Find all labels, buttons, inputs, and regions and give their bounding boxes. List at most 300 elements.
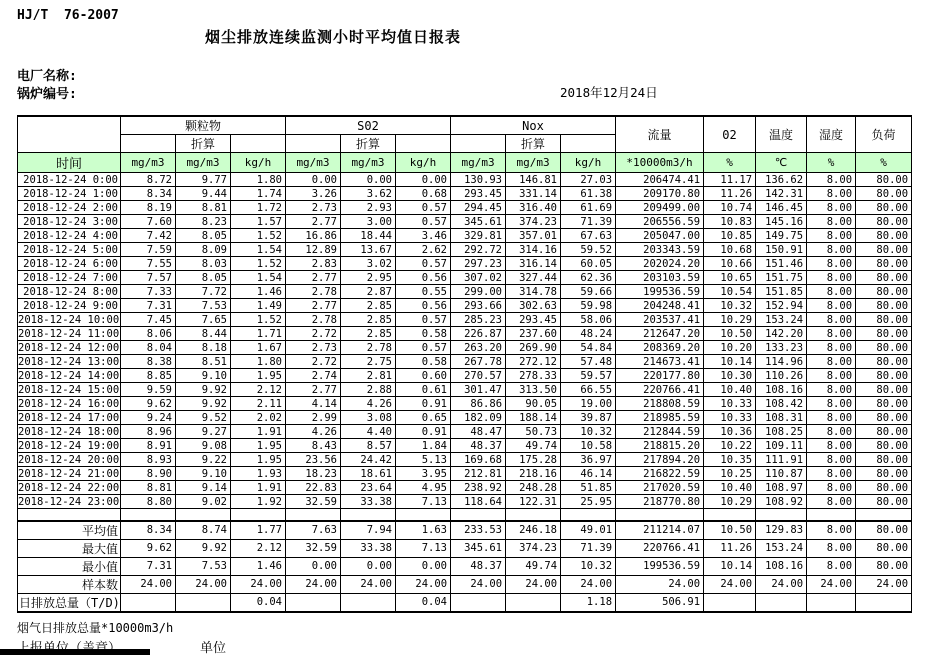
table-row (18, 215, 912, 229)
value-cell: 59.57 (561, 369, 616, 383)
value-cell: 10.20 (704, 341, 756, 355)
value-cell: 0.58 (396, 355, 451, 369)
value-cell: 203103.59 (616, 271, 704, 285)
summary-label-cell: 最小值 (18, 557, 121, 575)
table-row (18, 481, 912, 495)
value-cell: 1.95 (231, 439, 286, 453)
value-cell: 3.00 (341, 215, 396, 229)
time-cell: 2018-12-24 0:00 (18, 173, 121, 187)
value-cell: 27.03 (561, 173, 616, 187)
value-cell: 0.57 (396, 341, 451, 355)
group-so2: S02 (286, 116, 451, 135)
value-cell: 7.59 (121, 243, 176, 257)
value-cell: 8.00 (807, 369, 856, 383)
value-cell: 8.00 (807, 495, 856, 509)
value-cell: 114.96 (756, 355, 807, 369)
value-cell: 71.39 (561, 215, 616, 229)
value-cell: 80.00 (856, 411, 912, 425)
value-cell: 8.19 (121, 201, 176, 215)
value-cell: 2.72 (286, 355, 341, 369)
time-cell: 2018-12-24 16:00 (18, 397, 120, 410)
value-cell: 9.10 (176, 369, 231, 383)
value-cell: 314.16 (506, 243, 561, 257)
summary-value-cell: 246.18 (506, 521, 561, 540)
summary-row (18, 575, 912, 593)
value-cell: 293.45 (506, 313, 561, 327)
value-cell: 8.00 (807, 299, 856, 313)
blank-cell (286, 135, 341, 153)
time-cell: 2018-12-24 2:00 (18, 201, 121, 215)
value-cell: 151.75 (756, 271, 807, 285)
value-cell: 133.23 (756, 341, 807, 355)
value-cell: 8.93 (121, 453, 176, 467)
value-cell: 8.18 (176, 341, 231, 355)
value-cell: 80.00 (856, 215, 912, 229)
value-cell: 10.32 (704, 299, 756, 313)
value-cell: 3.62 (341, 187, 396, 201)
value-cell: 80.00 (856, 439, 912, 453)
value-cell: 307.02 (451, 271, 506, 285)
table-row (18, 257, 912, 271)
value-cell: 8.81 (121, 481, 176, 495)
value-cell: 269.90 (506, 341, 561, 355)
value-cell: 4.26 (341, 397, 396, 411)
value-cell: 2.85 (341, 313, 396, 327)
value-cell: 80.00 (856, 327, 912, 341)
value-cell: 1.92 (231, 495, 286, 509)
summary-value-cell: 24.00 (506, 575, 561, 593)
value-cell: 199536.59 (616, 285, 704, 299)
group-header-row (18, 116, 912, 135)
value-cell: 278.33 (506, 369, 561, 383)
value-cell: 9.52 (176, 411, 231, 425)
value-cell: 2.85 (341, 299, 396, 313)
value-cell: 206474.41 (616, 173, 704, 187)
value-cell: 66.55 (561, 383, 616, 397)
value-cell: 8.00 (807, 285, 856, 299)
table-row (18, 425, 912, 439)
value-cell: 3.02 (341, 257, 396, 271)
summary-value-cell: 80.00 (856, 539, 912, 557)
spacer-cell (18, 509, 121, 521)
unit-header: mg/m3 (506, 153, 561, 173)
table-row (18, 495, 912, 509)
value-cell: 301.47 (451, 383, 506, 397)
value-cell: 8.81 (176, 201, 231, 215)
summary-value-cell: 80.00 (856, 557, 912, 575)
value-cell: 10.68 (704, 243, 756, 257)
table-row (18, 313, 912, 327)
table-row (18, 285, 912, 299)
summary-value-cell: 0.00 (396, 557, 451, 575)
value-cell: 2.77 (286, 215, 341, 229)
value-cell: 188.14 (506, 411, 561, 425)
table-row (18, 467, 912, 481)
value-cell: 8.03 (176, 257, 231, 271)
value-cell: 327.44 (506, 271, 561, 285)
spacer-cell (231, 509, 286, 521)
value-cell: 80.00 (856, 187, 912, 201)
value-cell: 48.47 (451, 425, 506, 439)
unit-header-row (18, 153, 912, 173)
value-cell: 49.74 (506, 439, 561, 453)
value-cell: 8.00 (807, 467, 856, 481)
value-cell: 316.40 (506, 201, 561, 215)
summary-value-cell: 33.38 (341, 539, 396, 557)
converted-label: 折算 (341, 135, 396, 153)
value-cell: 32.59 (286, 495, 341, 509)
value-cell: 8.00 (807, 201, 856, 215)
table-header (18, 116, 912, 173)
flue-gas-total-note: 烟气日排放总量*10000m3/h (17, 621, 174, 635)
boiler-number-label: 锅炉编号: (17, 87, 77, 102)
value-cell: 8.80 (121, 495, 176, 509)
value-cell: 267.78 (451, 355, 506, 369)
value-cell: 10.83 (704, 215, 756, 229)
value-cell: 7.55 (121, 257, 176, 271)
value-cell: 204248.41 (616, 299, 704, 313)
value-cell: 33.38 (341, 495, 396, 509)
value-cell: 203537.41 (616, 313, 704, 327)
value-cell: 316.14 (506, 257, 561, 271)
value-cell: 13.67 (341, 243, 396, 257)
summary-value-cell: 24.00 (856, 575, 912, 593)
value-cell: 0.91 (396, 425, 451, 439)
value-cell: 86.86 (451, 397, 506, 411)
value-cell: 218808.59 (616, 397, 704, 411)
page-title: 烟尘排放连续监测小时平均值日报表 (205, 28, 462, 46)
value-cell: 1.91 (231, 425, 286, 439)
unit-header: kg/h (231, 153, 286, 173)
value-cell: 8.00 (807, 313, 856, 327)
value-cell: 1.54 (231, 243, 286, 257)
value-cell: 10.58 (561, 439, 616, 453)
value-cell: 150.91 (756, 243, 807, 257)
summary-value-cell: 48.37 (451, 557, 506, 575)
unit-header: kg/h (561, 153, 616, 173)
unit-header: mg/m3 (341, 153, 396, 173)
time-cell: 2018-12-24 9:00 (18, 299, 121, 313)
value-cell: 7.13 (396, 495, 451, 509)
value-cell: 8.00 (807, 229, 856, 243)
value-cell: 212.81 (451, 467, 506, 481)
value-cell: 108.31 (756, 411, 807, 425)
value-cell: 1.46 (231, 285, 286, 299)
unit-header: ℃ (756, 153, 807, 173)
col-o2: 02 (704, 116, 756, 153)
value-cell: 19.00 (561, 397, 616, 411)
summary-value-cell: 24.00 (704, 575, 756, 593)
value-cell: 302.63 (506, 299, 561, 313)
value-cell: 214673.41 (616, 355, 704, 369)
value-cell: 10.33 (704, 397, 756, 411)
summary-value-cell: 24.00 (286, 575, 341, 593)
time-cell: 2018-12-24 15:00 (18, 383, 120, 396)
value-cell: 292.72 (451, 243, 506, 257)
summary-value-cell (341, 593, 396, 612)
value-cell: 2.11 (231, 397, 286, 411)
value-cell: 118.64 (451, 495, 506, 509)
table-row (18, 271, 912, 285)
time-cell: 2018-12-24 14:00 (18, 369, 120, 382)
summary-value-cell: 7.94 (341, 521, 396, 540)
value-cell: 80.00 (856, 467, 912, 481)
value-cell: 9.92 (176, 383, 231, 397)
value-cell: 9.24 (121, 411, 176, 425)
value-cell: 10.40 (704, 383, 756, 397)
summary-value-cell: 1.63 (396, 521, 451, 540)
value-cell: 11.17 (704, 173, 756, 187)
value-cell: 2.78 (341, 341, 396, 355)
value-cell: 7.42 (121, 229, 176, 243)
summary-value-cell (451, 593, 506, 612)
value-cell: 226.87 (451, 327, 506, 341)
group-particulate: 颗粒物 (121, 116, 286, 135)
report-table (17, 115, 912, 613)
value-cell: 142.31 (756, 187, 807, 201)
summary-value-cell (856, 593, 912, 612)
value-cell: 3.08 (341, 411, 396, 425)
value-cell: 8.00 (807, 271, 856, 285)
time-cell: 2018-12-24 5:00 (18, 243, 121, 257)
value-cell: 10.25 (704, 467, 756, 481)
table-row (18, 173, 912, 187)
value-cell: 80.00 (856, 481, 912, 495)
value-cell: 9.62 (121, 397, 176, 411)
value-cell: 8.96 (121, 425, 176, 439)
value-cell: 1.74 (231, 187, 286, 201)
value-cell: 8.72 (121, 173, 176, 187)
value-cell: 1.67 (231, 341, 286, 355)
value-cell: 208369.20 (616, 341, 704, 355)
value-cell: 111.91 (756, 453, 807, 467)
value-cell: 270.57 (451, 369, 506, 383)
spacer-row (18, 509, 912, 521)
value-cell: 9.77 (176, 173, 231, 187)
time-cell: 2018-12-24 19:00 (18, 439, 120, 452)
summary-value-cell: 10.32 (561, 557, 616, 575)
summary-value-cell: 11.26 (704, 539, 756, 557)
blank-cell (121, 135, 176, 153)
value-cell: 122.31 (506, 495, 561, 509)
value-cell: 203343.59 (616, 243, 704, 257)
summary-value-cell: 211214.07 (616, 521, 704, 540)
value-cell: 59.66 (561, 285, 616, 299)
value-cell: 248.28 (506, 481, 561, 495)
value-cell: 109.11 (756, 439, 807, 453)
value-cell: 61.38 (561, 187, 616, 201)
value-cell: 2.72 (286, 327, 341, 341)
value-cell: 0.58 (396, 327, 451, 341)
unit-header: % (807, 153, 856, 173)
summary-label-cell: 最大值 (18, 539, 121, 557)
value-cell: 18.44 (341, 229, 396, 243)
value-cell: 2.95 (341, 271, 396, 285)
summary-label-cell: 样本数 (18, 575, 121, 593)
summary-value-cell (121, 593, 176, 612)
spacer-cell (506, 509, 561, 521)
value-cell: 2.85 (341, 327, 396, 341)
value-cell: 22.83 (286, 481, 341, 495)
summary-value-cell: 1.77 (231, 521, 286, 540)
value-cell: 297.23 (451, 257, 506, 271)
value-cell: 10.36 (704, 425, 756, 439)
value-cell: 10.65 (704, 271, 756, 285)
value-cell: 8.90 (121, 467, 176, 481)
value-cell: 4.95 (396, 481, 451, 495)
converted-label: 折算 (506, 135, 561, 153)
value-cell: 145.16 (756, 215, 807, 229)
value-cell: 1.71 (231, 327, 286, 341)
summary-value-cell: 0.00 (286, 557, 341, 575)
summary-value-cell: 8.00 (807, 521, 856, 540)
table-row (18, 369, 912, 383)
value-cell: 11.26 (704, 187, 756, 201)
value-cell: 7.65 (176, 313, 231, 327)
summary-value-cell: 220766.41 (616, 539, 704, 557)
value-cell: 8.44 (176, 327, 231, 341)
value-cell: 10.29 (704, 495, 756, 509)
value-cell: 2.99 (286, 411, 341, 425)
summary-value-cell (506, 593, 561, 612)
value-cell: 1.95 (231, 453, 286, 467)
value-cell: 9.22 (176, 453, 231, 467)
value-cell: 0.57 (396, 201, 451, 215)
value-cell: 108.97 (756, 481, 807, 495)
value-cell: 8.00 (807, 355, 856, 369)
plant-name-label: 电厂名称: (17, 69, 77, 84)
value-cell: 80.00 (856, 299, 912, 313)
summary-value-cell: 8.00 (807, 539, 856, 557)
value-cell: 7.60 (121, 215, 176, 229)
value-cell: 60.05 (561, 257, 616, 271)
time-cell: 2018-12-24 20:00 (18, 453, 120, 466)
value-cell: 62.36 (561, 271, 616, 285)
time-cell: 2018-12-24 18:00 (18, 425, 120, 438)
value-cell: 1.49 (231, 299, 286, 313)
value-cell: 80.00 (856, 271, 912, 285)
summary-value-cell: 24.00 (807, 575, 856, 593)
time-cell: 2018-12-24 12:00 (18, 341, 120, 354)
value-cell: 0.68 (396, 187, 451, 201)
value-cell: 299.00 (451, 285, 506, 299)
value-cell: 217894.20 (616, 453, 704, 467)
col-load: 负荷 (856, 116, 912, 153)
value-cell: 4.14 (286, 397, 341, 411)
value-cell: 18.23 (286, 467, 341, 481)
value-cell: 272.12 (506, 355, 561, 369)
summary-value-cell: 10.14 (704, 557, 756, 575)
value-cell: 61.69 (561, 201, 616, 215)
value-cell: 10.85 (704, 229, 756, 243)
value-cell: 357.01 (506, 229, 561, 243)
value-cell: 2.77 (286, 271, 341, 285)
value-cell: 59.98 (561, 299, 616, 313)
unit-header: mg/m3 (286, 153, 341, 173)
value-cell: 8.00 (807, 439, 856, 453)
value-cell: 8.00 (807, 383, 856, 397)
value-cell: 9.92 (176, 397, 231, 411)
value-cell: 10.32 (561, 425, 616, 439)
value-cell: 5.13 (396, 453, 451, 467)
value-cell: 8.00 (807, 187, 856, 201)
value-cell: 80.00 (856, 201, 912, 215)
value-cell: 80.00 (856, 355, 912, 369)
value-cell: 8.00 (807, 453, 856, 467)
summary-value-cell: 24.00 (341, 575, 396, 593)
value-cell: 7.57 (121, 271, 176, 285)
value-cell: 108.92 (756, 495, 807, 509)
value-cell: 218985.59 (616, 411, 704, 425)
value-cell: 67.63 (561, 229, 616, 243)
value-cell: 0.56 (396, 271, 451, 285)
value-cell: 25.95 (561, 495, 616, 509)
value-cell: 80.00 (856, 341, 912, 355)
col-humidity: 湿度 (807, 116, 856, 153)
value-cell: 2.78 (286, 313, 341, 327)
col-flow: 流量 (616, 116, 704, 153)
value-cell: 8.00 (807, 215, 856, 229)
value-cell: 0.00 (396, 173, 451, 187)
value-cell: 8.23 (176, 215, 231, 229)
summary-value-cell: 8.74 (176, 521, 231, 540)
value-cell: 374.23 (506, 215, 561, 229)
time-cell: 2018-12-24 3:00 (18, 215, 121, 229)
time-cell: 2018-12-24 22:00 (18, 481, 120, 494)
value-cell: 209170.80 (616, 187, 704, 201)
value-cell: 8.43 (286, 439, 341, 453)
value-cell: 110.87 (756, 467, 807, 481)
summary-value-cell: 24.00 (451, 575, 506, 593)
spacer-cell (856, 509, 912, 521)
summary-label-cell: 平均值 (18, 521, 121, 540)
value-cell: 10.30 (704, 369, 756, 383)
value-cell: 1.91 (231, 481, 286, 495)
value-cell: 80.00 (856, 495, 912, 509)
value-cell: 80.00 (856, 453, 912, 467)
summary-value-cell: 233.53 (451, 521, 506, 540)
value-cell: 8.06 (121, 327, 176, 341)
value-cell: 2.83 (286, 257, 341, 271)
summary-value-cell (176, 593, 231, 612)
summary-value-cell: 8.00 (807, 557, 856, 575)
value-cell: 8.85 (121, 369, 176, 383)
time-cell: 2018-12-24 11:00 (18, 327, 120, 340)
spacer-cell (616, 509, 704, 521)
value-cell: 2.81 (341, 369, 396, 383)
value-cell: 151.85 (756, 285, 807, 299)
value-cell: 7.45 (121, 313, 176, 327)
value-cell: 149.75 (756, 229, 807, 243)
summary-value-cell: 345.61 (451, 539, 506, 557)
summary-value-cell: 24.00 (176, 575, 231, 593)
value-cell: 2.78 (286, 285, 341, 299)
spacer-cell (176, 509, 231, 521)
value-cell: 9.08 (176, 439, 231, 453)
time-cell: 2018-12-24 23:00 (18, 495, 120, 508)
table-row (18, 397, 912, 411)
value-cell: 1.52 (231, 257, 286, 271)
summary-value-cell: 32.59 (286, 539, 341, 557)
summary-value-cell: 9.62 (121, 539, 176, 557)
summary-value-cell (756, 593, 807, 612)
doc-number: HJ/T 76-2007 (17, 8, 119, 23)
summary-value-cell: 9.92 (176, 539, 231, 557)
value-cell: 2.93 (341, 201, 396, 215)
summary-row (18, 521, 912, 540)
unit-header: mg/m3 (176, 153, 231, 173)
value-cell: 8.00 (807, 425, 856, 439)
